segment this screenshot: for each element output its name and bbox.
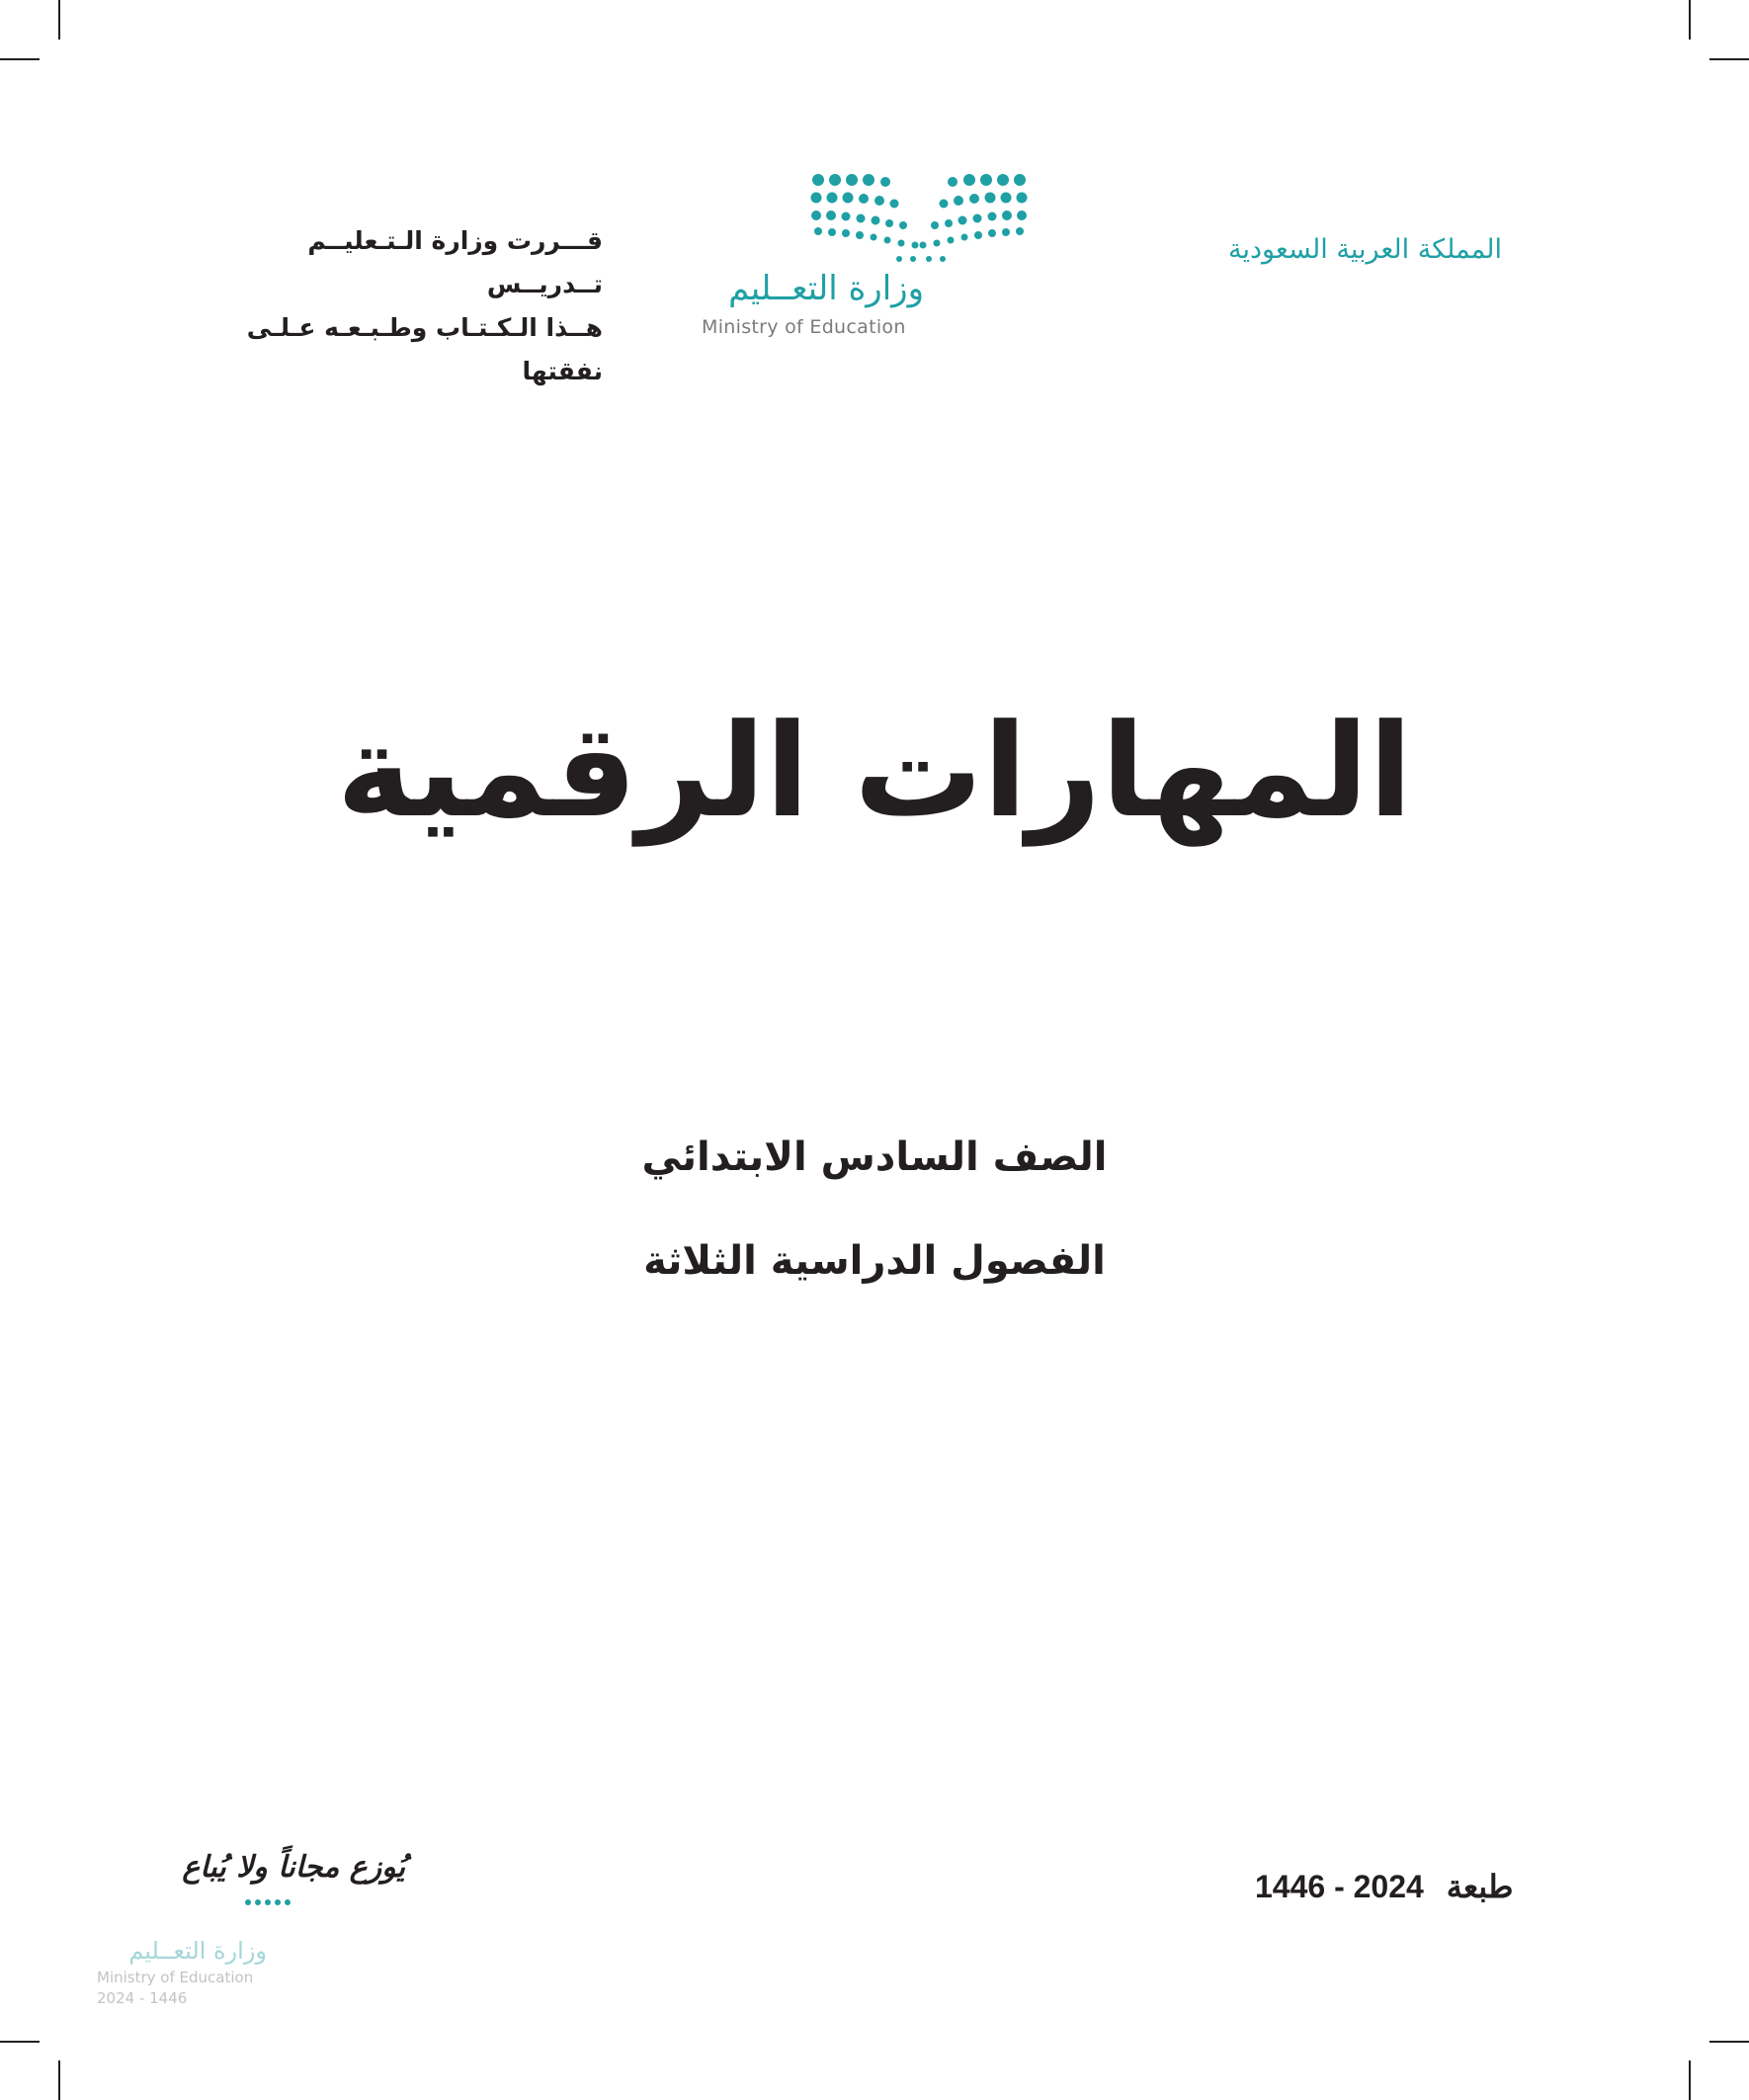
grade-level: الصف السادس الابتدائي — [641, 1134, 1108, 1180]
crop-mark — [1689, 0, 1691, 40]
watermark-ar: وزارة التعــليم — [128, 1937, 267, 1965]
ministry-name-en: Ministry of Education — [702, 316, 906, 338]
free-distribution-note: يُوزع مجاناً ولا يُباع — [182, 1850, 405, 1885]
semesters: الفصول الدراسية الثلاثة — [643, 1238, 1106, 1284]
watermark-year: 2024 - 1446 — [97, 1989, 188, 2007]
ministry-dots-icon — [682, 168, 1077, 267]
watermark-en: Ministry of Education — [97, 1969, 254, 1986]
crop-mark — [0, 58, 40, 60]
edition-label: طبعة — [1446, 1869, 1514, 1904]
ministry-logo — [682, 168, 1077, 356]
approval-line-2: هــذا الـكـتـاب وطـبـعـه عـلـى نفقتها — [246, 313, 603, 385]
crop-mark — [58, 0, 60, 40]
ministry-watermark — [97, 1937, 294, 2007]
approval-line-1: قـــررت وزارة الـتـعليــم تــدريــس — [307, 226, 603, 298]
edition — [1255, 1868, 1551, 1905]
crop-mark — [1709, 58, 1749, 60]
ministry-name-ar: وزارة التعــليم — [728, 269, 924, 308]
kingdom-name: المملكة العربية السعودية — [1227, 234, 1502, 265]
crop-mark — [0, 2041, 40, 2043]
edition-years: 1446 - 2024 — [1255, 1869, 1424, 1904]
crop-mark — [1709, 2041, 1749, 2043]
approval-statement — [188, 219, 603, 393]
crop-mark — [58, 2060, 60, 2100]
dots-ornament-icon — [242, 1895, 301, 1909]
book-title: المهارات الرقمية — [336, 696, 1413, 846]
crop-mark — [1689, 2060, 1691, 2100]
